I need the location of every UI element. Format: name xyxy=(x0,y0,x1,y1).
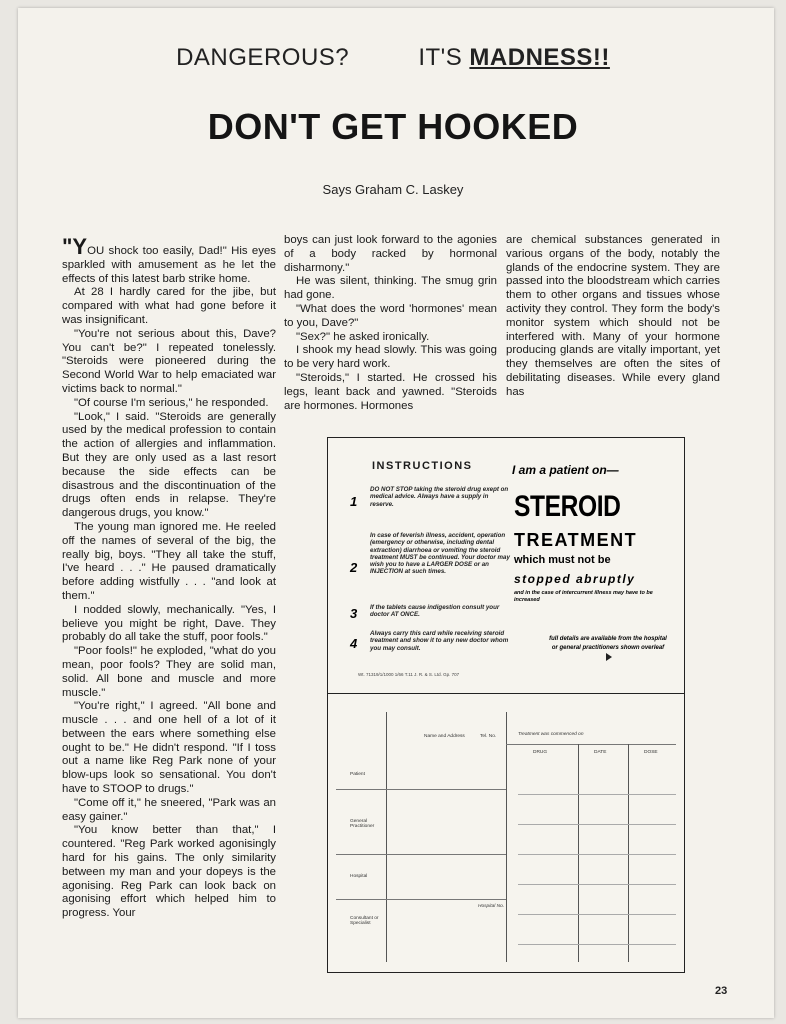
paragraph: "Look," I said. "Steroids are generally used by the medical profession to contain the action of allergies and inflammation. But they are only used as a last resort because the side effects can be disastrous and the discontinuation of the drugs often ends in relapse. They're dangerous drugs, you know." xyxy=(62,410,276,520)
grid-divider xyxy=(578,744,579,962)
paragraph: "What does the word 'hormones' mean to you, Dave?" xyxy=(284,302,497,329)
grid-row-consultant: Consultant or Specialist xyxy=(350,916,379,926)
paragraph: The young man ignored me. He reeled off the names of several of the big, the really big, boys. "They all take the stuff, I've heard . . ." He paused dramatically before adding wistfully . . . "and look at them." xyxy=(62,520,276,602)
kicker-dangerous: DANGEROUS? xyxy=(176,44,350,71)
byline: Says Graham C. Laskey xyxy=(322,182,464,197)
must-not-text: which must not be xyxy=(514,554,611,566)
paragraph: I nodded slowly, mechanically. "Yes, I believe you might be right, Dave. They probably do all take the stuff, poor fools." xyxy=(62,603,276,644)
instruction-number: 2 xyxy=(350,560,358,575)
drop-cap: "Y xyxy=(62,234,88,259)
paragraph: are chemical substances generated in various organs of the body, notably the glands of the endocrine system. They are passed into the bloodstream which carries them to other organs and tissues whose activity they control. They form the body's monitor system which should not be interfered with. Many of your hormone producing glands are vitally important, yet they themselves are often the sites of debilitating diseases. While every gland has xyxy=(506,234,720,398)
paragraph: "Poor fools!" he exploded, "what do you mean, poor fools? They are solid man, solid. All bone and muscle and more muscle." xyxy=(62,645,276,699)
grid-hospital-no: Hospital No. xyxy=(478,904,505,909)
arrow-right-icon xyxy=(606,653,612,661)
page-number: 23 xyxy=(715,985,728,997)
headline: DON'T GET HOOKED xyxy=(207,106,579,147)
paragraph: "You know better than that," I countered. "Reg Park worked agonisingly hard for his gains. The only similarity between my man and your dopeys is the agonising. Reg Park can look back on agonising effort which helped him to progress. Your xyxy=(62,824,276,920)
steroid-heading: STEROID xyxy=(514,490,621,523)
grid-rule xyxy=(518,794,676,795)
full-details-note: full details are available from the hospital or general practitioners shown overleaf xyxy=(548,635,668,663)
paragraph: "Sex?" he asked ironically. xyxy=(296,330,430,343)
card-record-grid xyxy=(328,694,684,972)
grid-col-date: DATE xyxy=(594,750,607,755)
grid-divider xyxy=(506,744,676,745)
paragraph: "You're right," I agreed. "All bone and muscle . . . and one hell of a lot of it between the ears where something else ought to be." He didn't respond. "If I toss out a name like Reg Park none of your blow-ups look so sensational. You don't have to STOOP to drugs." xyxy=(62,700,276,796)
grid-header-tel: Tel. No. xyxy=(480,734,497,739)
instruction-item xyxy=(350,486,509,522)
instruction-text: If the tablets cause indigestion consult your doctor AT ONCE. xyxy=(370,604,500,619)
instruction-item xyxy=(350,532,510,596)
instruction-number: 1 xyxy=(350,494,358,509)
treatment-heading: TREATMENT xyxy=(514,530,638,550)
grid-row-hospital: Hospital xyxy=(350,874,368,879)
kicker-line xyxy=(0,44,786,72)
stopped-abruptly-text: stopped abruptly xyxy=(514,572,636,586)
instruction-item xyxy=(350,604,500,624)
paragraph: At 28 I hardly cared for the jibe, but compared with what had gone before it was insignificant. xyxy=(62,286,276,326)
grid-divider xyxy=(336,899,506,900)
article-column-1 xyxy=(62,234,276,921)
grid-divider xyxy=(336,789,506,790)
card-front xyxy=(328,438,684,694)
grid-rule xyxy=(518,914,676,915)
grid-rule xyxy=(518,854,676,855)
paragraph: "Steroids," I started. He crossed his legs, leant back and yawned. "Steroids are hormones. Hormones xyxy=(284,371,497,412)
card-print-code: Wt. 71319/1/1000 1/66 T.11 J. R. & S. Ltd. Gp. 707 xyxy=(358,672,460,677)
grid-rule xyxy=(518,824,676,825)
instruction-number: 3 xyxy=(350,606,358,621)
instruction-text: In case of feverish illness, accident, operation (emergency or otherwise, including dental extraction) diarrhoea or vomiting the steroid treatment MUST be continued. Your doctor may wish you to have a LARGER DOSE or an INJECTION at such times. xyxy=(370,532,510,576)
steroid-card-illustration xyxy=(327,437,685,973)
grid-divider xyxy=(336,854,506,855)
paragraph: "Come off it," he sneered, "Park was an easy gainer." xyxy=(62,796,276,823)
grid-row-gp: General Practitioner xyxy=(350,819,375,829)
paragraph: "You're not serious about this, Dave? You can't be?" I repeated tonelessly. "Steroids were pioneered during the Second World War to help emaciated war victims back to normal." xyxy=(62,327,276,395)
instruction-text: Always carry this card while receiving steroid treatment and show it to any new doctor whom you may consult. xyxy=(370,630,509,652)
kicker-its: IT'S xyxy=(418,44,463,71)
paragraph: "Of course I'm serious," he responded. xyxy=(74,396,269,409)
article-column-3 xyxy=(506,234,720,400)
instructions-title: INSTRUCTIONS xyxy=(372,460,473,472)
instruction-number: 4 xyxy=(350,636,358,651)
grid-divider xyxy=(386,712,387,962)
paragraph: I shook my head slowly. This was going to be very hard work. xyxy=(284,344,497,371)
grid-rule xyxy=(518,944,676,945)
paragraph: He was silent, thinking. The smug grin had gone. xyxy=(284,275,497,302)
kicker-madness: MADNESS!! xyxy=(469,44,610,71)
grid-divider xyxy=(506,712,507,962)
instruction-item xyxy=(350,630,509,660)
paragraph: "YOU shock too easily, Dad!" His eyes sparkled with amusement as he let the effects of this latest barb strike home. xyxy=(62,234,276,285)
article-column-2 xyxy=(284,234,497,413)
paragraph: boys can just look forward to the agonies of a body racked by hormonal disharmony." xyxy=(284,234,497,274)
instruction-text: DO NOT STOP taking the steroid drug exept on medical advice. Always have a supply in reserve. xyxy=(370,486,509,508)
grid-col-drug: DRUG xyxy=(533,750,548,755)
grid-header-name-address: Name and Address xyxy=(424,734,465,739)
intercurrent-note: and in the case of intercurrent illness may have to be increased xyxy=(514,590,653,603)
grid-row-patient: Patient xyxy=(350,772,365,777)
grid-header-commenced: Treatment was commenced on xyxy=(518,732,584,737)
grid-rule xyxy=(518,884,676,885)
patient-on-label: I am a patient on— xyxy=(512,463,619,477)
grid-divider xyxy=(628,744,629,962)
grid-col-dose: DOSE xyxy=(644,750,658,755)
